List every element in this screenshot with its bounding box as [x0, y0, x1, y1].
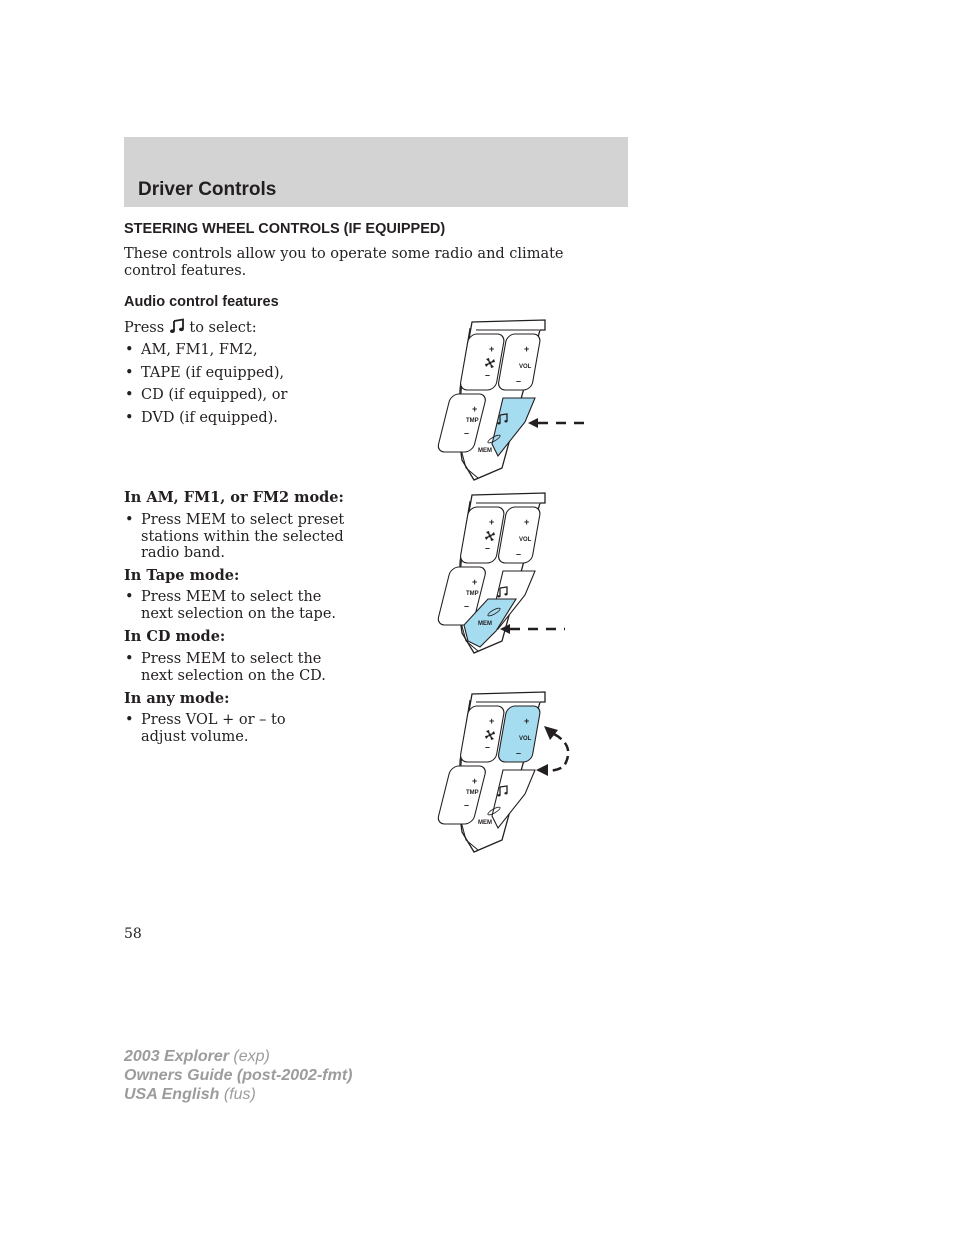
mem-label: MEM: [478, 820, 492, 826]
list-item: • TAPE (if equipped),: [124, 365, 384, 382]
tmp-label: TMP: [466, 591, 479, 597]
audio-subhead: Audio control features: [124, 294, 279, 310]
list-item: • Press MEM to select the next selection on the CD.: [124, 651, 354, 684]
tmp-plus-label: +: [472, 577, 478, 587]
dashed-arrow-icon: [500, 624, 565, 634]
mode-list-tape: [124, 589, 354, 628]
music-note-icon: [169, 318, 185, 334]
mem-label: MEM: [478, 621, 492, 627]
list-item: • Press MEM to select preset stations within the selected radio band.: [124, 512, 374, 562]
tmp-minus-label: –: [464, 800, 470, 810]
footer: [124, 1047, 352, 1104]
fan-minus-label: –: [485, 370, 491, 380]
vol-label: VOL: [519, 537, 532, 543]
page-number: 58: [124, 926, 142, 942]
press-suffix: to select:: [189, 320, 257, 336]
mode-list-cd: [124, 651, 354, 690]
press-line: [124, 318, 257, 337]
header-band: [124, 137, 628, 207]
press-prefix: Press: [124, 320, 165, 336]
list-item: • AM, FM1, FM2,: [124, 342, 384, 359]
mode-head-any: In any mode:: [124, 690, 230, 707]
select-list: [124, 342, 384, 432]
list-item: • Press MEM to select the next selection on the tape.: [124, 589, 354, 622]
list-item: • DVD (if equipped).: [124, 410, 384, 427]
section-title: STEERING WHEEL CONTROLS (IF EQUIPPED): [124, 221, 446, 237]
footer-language-code: (fus): [223, 1086, 256, 1103]
list-item: • CD (if equipped), or: [124, 387, 384, 404]
tmp-plus-label: +: [472, 776, 478, 786]
steering-controls-illustration-vol: [440, 690, 590, 856]
mode-head-tape: In Tape mode:: [124, 567, 240, 584]
page-title: Driver Controls: [138, 179, 277, 200]
mode-list-any: [124, 712, 334, 751]
vol-label: VOL: [519, 364, 532, 370]
tmp-label: TMP: [466, 790, 479, 796]
vol-minus-label: –: [516, 376, 522, 386]
mode-head-cd: In CD mode:: [124, 628, 226, 645]
fan-minus-label: –: [485, 742, 491, 752]
intro-text: These controls allow you to operate some radio and climate control features.: [124, 246, 564, 279]
steering-controls-illustration-mem: [440, 491, 590, 657]
dashed-arrow-icon: [528, 418, 585, 428]
fan-plus-label: +: [489, 344, 495, 354]
list-item: • Press VOL + or – to adjust volume.: [124, 712, 334, 745]
vol-label: VOL: [519, 736, 532, 742]
mode-list-radio: [124, 512, 374, 568]
fan-plus-label: +: [489, 716, 495, 726]
footer-guide: Owners Guide (post-2002-fmt): [124, 1067, 353, 1084]
vol-plus-label: +: [524, 716, 530, 726]
vol-plus-label: +: [524, 344, 530, 354]
tmp-minus-label: –: [464, 428, 470, 438]
fan-plus-label: +: [489, 517, 495, 527]
tmp-label: TMP: [466, 418, 479, 424]
vol-minus-label: –: [516, 748, 522, 758]
steering-controls-illustration-mode: [440, 318, 590, 484]
footer-model: 2003 Explorer: [124, 1048, 229, 1065]
vol-minus-label: –: [516, 549, 522, 559]
curved-double-arrow-icon: [536, 726, 568, 776]
vol-plus-label: +: [524, 517, 530, 527]
fan-minus-label: –: [485, 543, 491, 553]
tmp-minus-label: –: [464, 601, 470, 611]
footer-model-code: (exp): [233, 1048, 270, 1065]
mem-label: MEM: [478, 448, 492, 454]
mode-head-radio: In AM, FM1, or FM2 mode:: [124, 489, 344, 506]
footer-language: USA English: [124, 1086, 220, 1103]
tmp-plus-label: +: [472, 404, 478, 414]
